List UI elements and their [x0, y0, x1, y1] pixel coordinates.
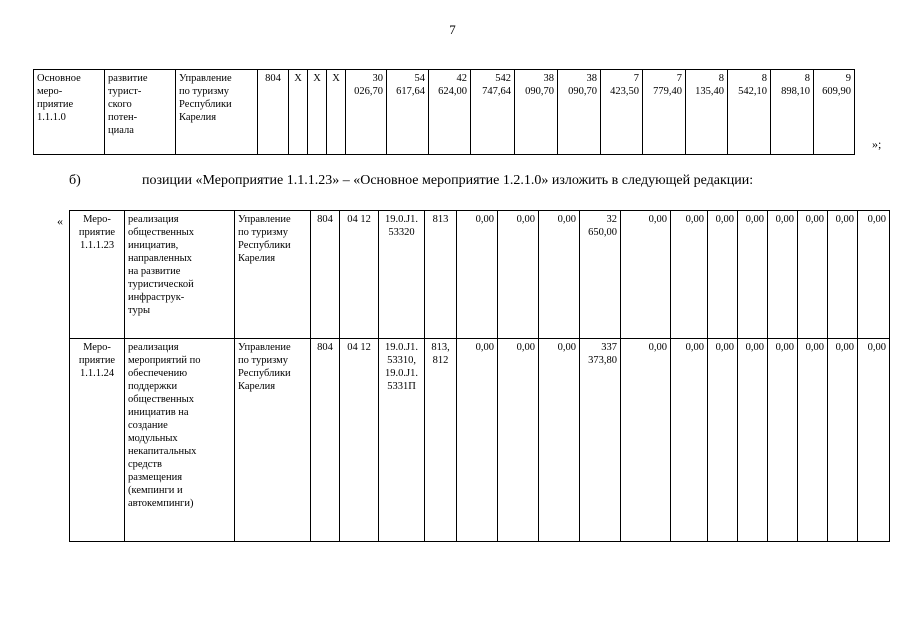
event-name-cell: Меро- приятие 1.1.1.23: [70, 211, 125, 339]
vr-cell: Х: [327, 70, 346, 155]
opening-quote: «: [57, 214, 63, 228]
value-cell: 38 090,70: [558, 70, 601, 155]
grbs-cell: 804: [311, 211, 340, 339]
value-cell: 7 423,50: [601, 70, 643, 155]
value-cell: 0,00: [671, 211, 708, 339]
value-cell: 8 898,10: [771, 70, 814, 155]
table-row: [70, 211, 890, 339]
value-cell: 0,00: [738, 339, 768, 542]
closing-quote: »;: [872, 137, 882, 151]
value-cell: 0,00: [621, 339, 671, 542]
value-cell: 42 624,00: [429, 70, 471, 155]
program-table-top: [33, 69, 855, 155]
event-name-cell: Меро- приятие 1.1.1.24: [70, 339, 125, 542]
value-cell: 32 650,00: [580, 211, 621, 339]
value-cell: 0,00: [498, 339, 539, 542]
value-cell: 0,00: [621, 211, 671, 339]
value-cell: 0,00: [539, 211, 580, 339]
event-goal-cell: реализация общественных инициатив, направленных на развитие туристической инфраструк- туры: [125, 211, 235, 339]
value-cell: 30 026,70: [346, 70, 387, 155]
value-cell: 38 090,70: [515, 70, 558, 155]
value-cell: 8 135,40: [686, 70, 728, 155]
value-cell: 0,00: [457, 211, 498, 339]
table-row: [34, 70, 855, 155]
value-cell: 0,00: [457, 339, 498, 542]
vr-cell: 813: [425, 211, 457, 339]
paragraph-text: позиции «Мероприятие 1.1.1.23» – «Основное мероприятие 1.2.1.0» изложить в следующей редакции:: [142, 173, 754, 188]
executor-cell: Управление по туризму Республики Карелия: [176, 70, 258, 155]
executor-cell: Управление по туризму Республики Карелия: [235, 339, 311, 542]
value-cell: 9 609,90: [814, 70, 855, 155]
value-cell: 0,00: [539, 339, 580, 542]
value-cell: 542 747,64: [471, 70, 515, 155]
executor-cell: Управление по туризму Республики Карелия: [235, 211, 311, 339]
value-cell: 7 779,40: [643, 70, 686, 155]
grbs-cell: 804: [258, 70, 289, 155]
value-cell: 0,00: [828, 339, 858, 542]
vr-cell: 813, 812: [425, 339, 457, 542]
rzpr-cell: 04 12: [340, 339, 379, 542]
value-cell: 0,00: [708, 339, 738, 542]
page-number: 7: [449, 22, 456, 37]
value-cell: 0,00: [671, 339, 708, 542]
event-goal-cell: развитие турист- ского потен- циала: [105, 70, 176, 155]
value-cell: 0,00: [798, 339, 828, 542]
rzpr-cell: 04 12: [340, 211, 379, 339]
value-cell: 8 542,10: [728, 70, 771, 155]
event-goal-cell: реализация мероприятий по обеспечению поддержки общественных инициатив на создание модульных некапитальных средств размещения (кемпинги и автокемпинги): [125, 339, 235, 542]
value-cell: 337 373,80: [580, 339, 621, 542]
value-cell: 0,00: [498, 211, 539, 339]
value-cell: 0,00: [798, 211, 828, 339]
value-cell: 0,00: [708, 211, 738, 339]
grbs-cell: 804: [311, 339, 340, 542]
table-row: [70, 339, 890, 542]
paragraph-letter: б): [69, 173, 81, 188]
csr-cell: 19.0.J1. 53310, 19.0.J1. 5331П: [379, 339, 425, 542]
value-cell: 0,00: [768, 339, 798, 542]
value-cell: 0,00: [828, 211, 858, 339]
value-cell: 0,00: [768, 211, 798, 339]
csr-cell: Х: [308, 70, 327, 155]
value-cell: 0,00: [858, 211, 890, 339]
value-cell: 0,00: [858, 339, 890, 542]
value-cell: 0,00: [738, 211, 768, 339]
value-cell: 54 617,64: [387, 70, 429, 155]
rzpr-cell: Х: [289, 70, 308, 155]
csr-cell: 19.0.J1. 53320: [379, 211, 425, 339]
program-table-bottom: [69, 210, 890, 542]
event-name-cell: Основное меро- приятие 1.1.1.0: [34, 70, 105, 155]
